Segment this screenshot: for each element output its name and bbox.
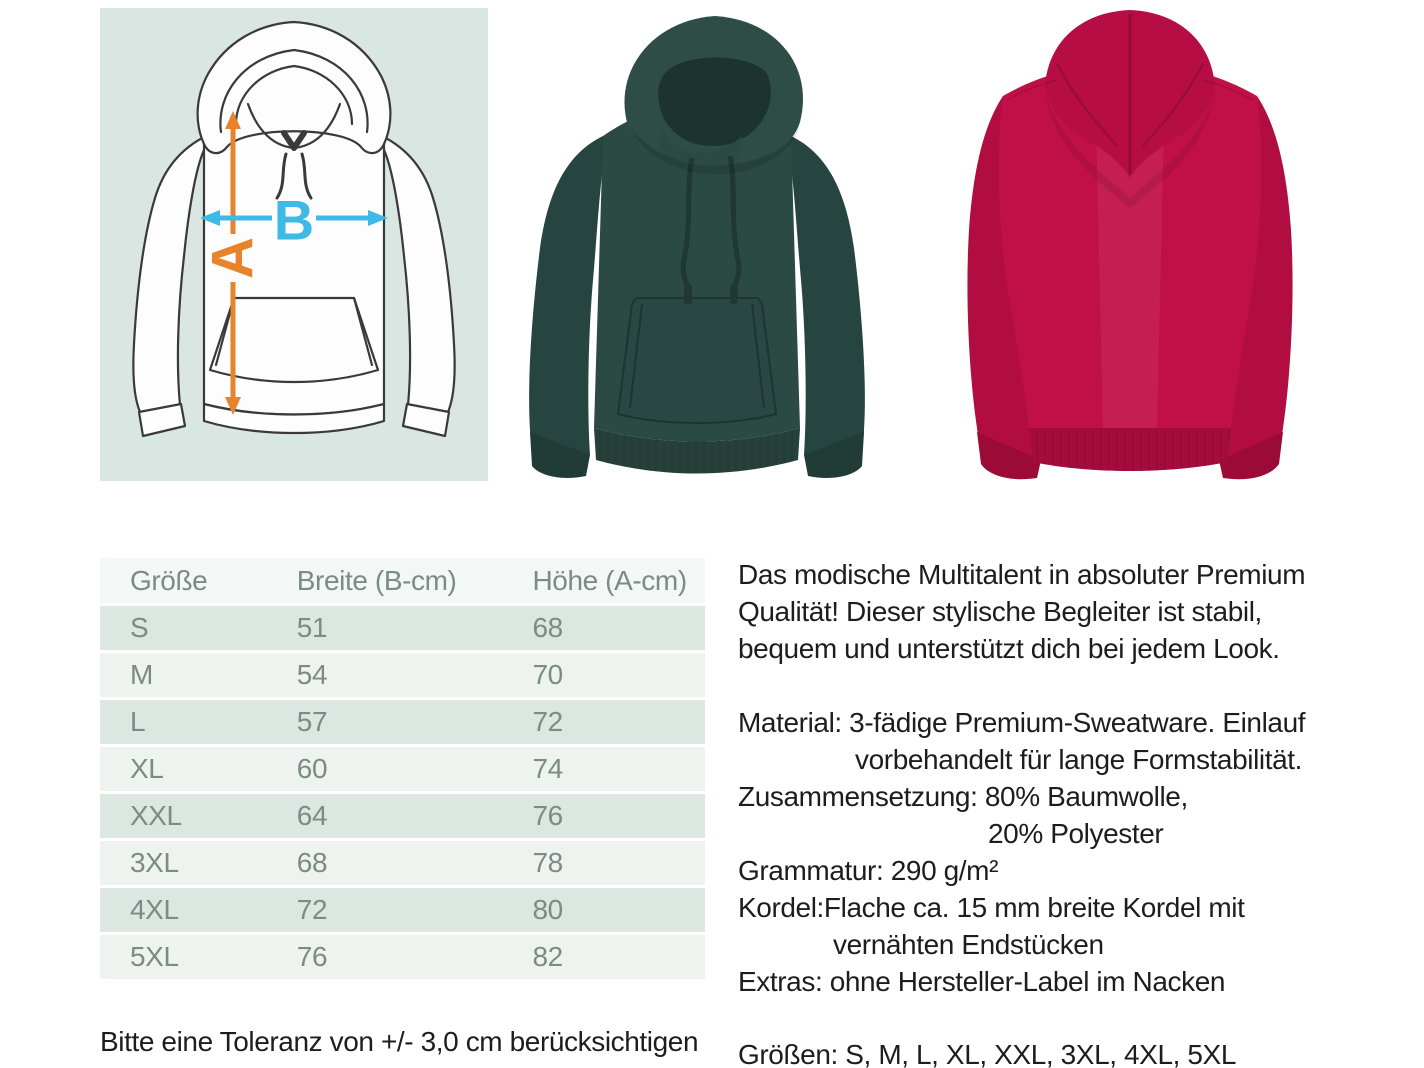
front-pocket <box>618 298 776 423</box>
hoehe-cell: 82 <box>531 935 705 979</box>
size-chart-header <box>100 558 705 603</box>
description-specs <box>738 704 1410 1000</box>
back-hem-rib-texture <box>1029 428 1231 471</box>
table-row <box>100 841 705 885</box>
spec-line-material-cont: vorbehandelt für lange Formstabilität. <box>855 744 1303 775</box>
front-aglet-right <box>730 284 738 304</box>
hoodie-measurement-illustration <box>100 8 488 481</box>
spec-line-zusammensetzung: Zusammensetzung: 80% Baumwolle, <box>738 781 1188 812</box>
product-photo-back <box>945 8 1315 480</box>
hoehe-cell: 78 <box>531 841 705 885</box>
breite-cell: 51 <box>296 606 532 650</box>
hoehe-cell: 80 <box>531 888 705 932</box>
intro-line: bequem und unterstützt dich bei jedem Look. <box>738 633 1280 664</box>
breite-cell: 72 <box>296 888 532 932</box>
intro-line: Das modische Multitalent in absoluter Premium <box>738 559 1306 590</box>
hoehe-cell: 72 <box>531 700 705 744</box>
table-row <box>100 653 705 697</box>
table-row <box>100 935 705 979</box>
tolerance-note: Bitte eine Toleranz von +/- 3,0 cm berücksichtigen <box>100 1026 699 1057</box>
breite-cell: 54 <box>296 653 532 697</box>
table-row <box>100 747 705 791</box>
intro-line: Qualität! Dieser stylische Begleiter ist stabil, <box>738 596 1262 627</box>
size-cell: 5XL <box>100 935 296 979</box>
size-cell: XL <box>100 747 296 791</box>
product-photo-front <box>500 8 895 480</box>
table-row <box>100 794 705 838</box>
measure-label-b: B <box>273 188 315 252</box>
available-sizes-line: Größen: S, M, L, XL, XXL, 3XL, 4XL, 5XL <box>738 1039 1236 1068</box>
front-aglet-left <box>684 284 692 304</box>
size-cell: 3XL <box>100 841 296 885</box>
spec-line-material: Material: 3-fädige Premium-Sweatware. Einlauf <box>738 707 1306 738</box>
hoehe-cell: 70 <box>531 653 705 697</box>
size-cell: 4XL <box>100 888 296 932</box>
product-description <box>738 556 1410 1068</box>
column-header-breite: Breite (B-cm) <box>296 558 532 603</box>
spec-line-zusammensetzung-cont: 20% Polyester <box>988 818 1164 849</box>
table-row <box>100 700 705 744</box>
hoehe-cell: 74 <box>531 747 705 791</box>
size-cell: XXL <box>100 794 296 838</box>
spec-line-extras: Extras: ohne Hersteller-Label im Nacken <box>738 966 1226 997</box>
breite-cell: 57 <box>296 700 532 744</box>
size-measurement-diagram <box>100 8 488 481</box>
breite-cell: 60 <box>296 747 532 791</box>
hoehe-cell: 68 <box>531 606 705 650</box>
size-cell: M <box>100 653 296 697</box>
hoodie-front-shapes <box>529 16 865 478</box>
breite-cell: 68 <box>296 841 532 885</box>
column-header-groesse: Größe <box>100 558 296 603</box>
size-chart-table <box>100 555 705 982</box>
breite-cell: 76 <box>296 935 532 979</box>
hoodie-front-illustration <box>500 8 895 480</box>
hoodie-back-shapes <box>967 10 1292 479</box>
table-row <box>100 606 705 650</box>
breite-cell: 64 <box>296 794 532 838</box>
spec-line-grammatur: Grammatur: 290 g/m² <box>738 855 999 886</box>
spec-line-kordel: Kordel:Flache ca. 15 mm breite Kordel mit <box>738 892 1245 923</box>
size-cell: L <box>100 700 296 744</box>
table-row <box>100 888 705 932</box>
measure-label-a: A <box>200 237 266 279</box>
description-intro <box>738 556 1410 667</box>
column-header-hoehe: Höhe (A-cm) <box>531 558 705 603</box>
size-cell: S <box>100 606 296 650</box>
spec-line-kordel-cont: vernähten Endstücken <box>833 929 1104 960</box>
hoehe-cell: 76 <box>531 794 705 838</box>
hoodie-back-illustration <box>945 8 1315 480</box>
